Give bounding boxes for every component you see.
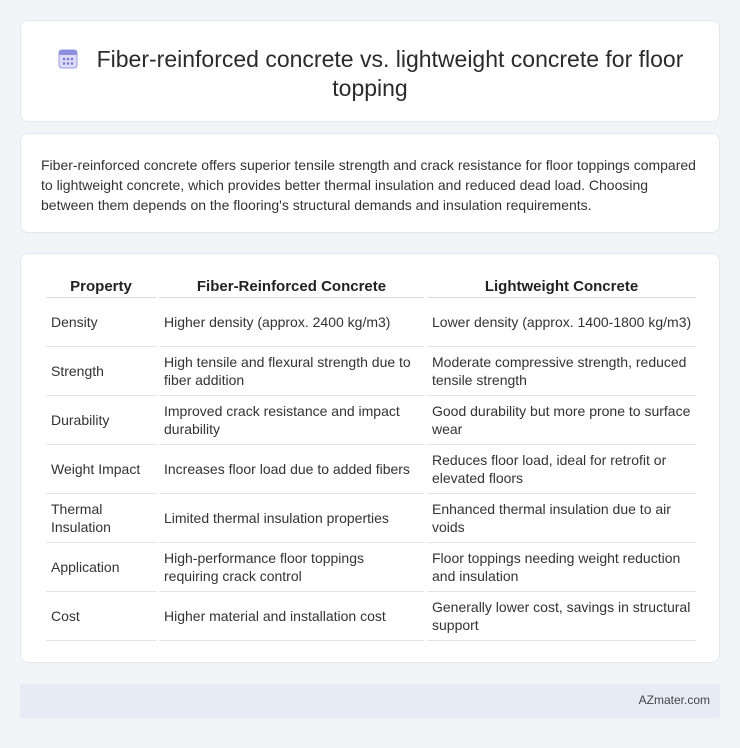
row-property: Thermal Insulation — [46, 494, 156, 543]
table-header-row — [46, 276, 696, 298]
row-property: Durability — [46, 396, 156, 445]
row-fiber-value: Limited thermal insulation properties — [159, 494, 424, 543]
footer-bar — [20, 684, 720, 718]
page-title — [21, 45, 719, 103]
row-fiber-value: High-performance floor toppings requiring crack control — [159, 543, 424, 592]
building-icon — [57, 48, 79, 70]
comparison-card — [20, 253, 720, 663]
footer-site-link[interactable]: AZmater.com — [638, 693, 710, 707]
header-fiber-reinforced: Fiber-Reinforced Concrete — [159, 276, 424, 298]
row-property: Strength — [46, 347, 156, 396]
table-row — [46, 298, 696, 347]
header-lightweight: Lightweight Concrete — [427, 276, 696, 298]
row-lightweight-value: Reduces floor load, ideal for retrofit or elevated floors — [427, 445, 696, 494]
title-card — [20, 20, 720, 122]
title-text: Fiber-reinforced concrete vs. lightweight concrete for floor topping — [96, 46, 684, 101]
row-lightweight-value: Good durability but more prone to surface wear — [427, 396, 696, 445]
row-lightweight-value: Moderate compressive strength, reduced tensile strength — [427, 347, 696, 396]
row-fiber-value: High tensile and flexural strength due to fiber addition — [159, 347, 424, 396]
table-row — [46, 396, 696, 445]
intro-paragraph: Fiber-reinforced concrete offers superior tensile strength and crack resistance for floor toppings compared to lightweight concrete, which provides better thermal insulation and reduced dead load. Choosing between them depends on the flooring's structural demands and insulation requirements. — [41, 157, 696, 213]
row-property: Density — [46, 298, 156, 347]
row-fiber-value: Higher material and installation cost — [159, 592, 424, 641]
row-fiber-value: Higher density (approx. 2400 kg/m3) — [159, 298, 424, 347]
row-property: Cost — [46, 592, 156, 641]
table-row — [46, 494, 696, 543]
row-lightweight-value: Floor toppings needing weight reduction and insulation — [427, 543, 696, 592]
table-row — [46, 592, 696, 641]
intro-card — [20, 133, 720, 233]
table-row — [46, 445, 696, 494]
comparison-table — [43, 276, 699, 641]
row-lightweight-value: Enhanced thermal insulation due to air voids — [427, 494, 696, 543]
header-property: Property — [46, 276, 156, 298]
row-lightweight-value: Lower density (approx. 1400-1800 kg/m3) — [427, 298, 696, 347]
row-property: Application — [46, 543, 156, 592]
row-lightweight-value: Generally lower cost, savings in structural support — [427, 592, 696, 641]
row-fiber-value: Improved crack resistance and impact durability — [159, 396, 424, 445]
table-row — [46, 347, 696, 396]
row-property: Weight Impact — [46, 445, 156, 494]
table-row — [46, 543, 696, 592]
row-fiber-value: Increases floor load due to added fibers — [159, 445, 424, 494]
